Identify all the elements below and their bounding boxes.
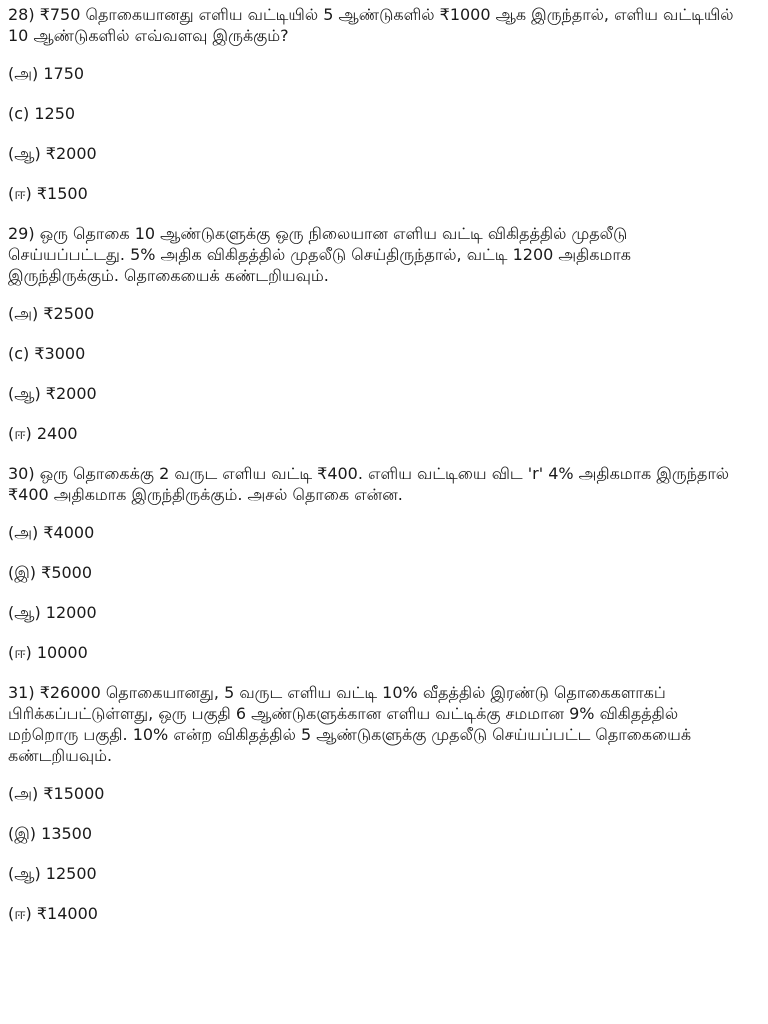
- option-4: (ஈ) 10000: [8, 643, 88, 662]
- question-text: 31) ₹26000 தொகையானது, 5 வருட எளிய வட்டி 10% வீதத்தில் இரண்டு தொகைகளாகப் பிரிக்கப்பட்டுள்ளது, ஒரு பகுதி 6 ஆண்டுகளுக்கான எளிய வட்டிக்கு சமமான 9% விகிதத்தில் மற்றொரு பகுதி. 10% என்ற விகிதத்தில் 5 ஆண்டுகளுக்கு முதலீடு செய்யப்பட்ட தொகையைக் கண்டறியவும்.: [8, 683, 692, 765]
- question-text: 29) ஒரு தொகை 10 ஆண்டுகளுக்கு ஒரு நிலையான எளிய வட்டி விகிதத்தில் முதலீடு செய்யப்பட்டது. 5% அதிக விகிதத்தில் முதலீடு செய்திருந்தால், வட்டி 1200 அதிகமாக இருந்திருக்கும். தொகையைக் கண்டறியவும்.: [8, 224, 631, 285]
- option-4: (ஈ) 2400: [8, 424, 78, 443]
- option-3: (ஆ) 12500: [8, 864, 97, 883]
- option-2: (இ) 13500: [8, 824, 93, 843]
- option-4: (ஈ) ₹1500: [8, 184, 88, 203]
- option-1: (அ) 1750: [8, 64, 85, 83]
- option-2: (இ) ₹5000: [8, 563, 93, 582]
- question-30: [8, 463, 746, 664]
- option-3: (ஆ) ₹2000: [8, 384, 97, 403]
- option-3: (ஆ) ₹2000: [8, 144, 97, 163]
- option-2: (c) 1250: [8, 104, 76, 123]
- option-1: (அ) ₹15000: [8, 784, 105, 803]
- option-1: (அ) ₹2500: [8, 304, 95, 323]
- option-3: (ஆ) 12000: [8, 603, 97, 622]
- option-2: (c) ₹3000: [8, 344, 86, 363]
- question-31: [8, 682, 746, 925]
- question-text: 28) ₹750 தொகையானது எளிய வட்டியில் 5 ஆண்டுகளில் ₹1000 ஆக இருந்தால், எளிய வட்டியில் 10 ஆண்டுகளில் எவ்வளவு இருக்கும்?: [8, 5, 734, 45]
- option-4: (ஈ) ₹14000: [8, 904, 98, 923]
- question-28: [8, 4, 746, 205]
- question-29: [8, 223, 746, 445]
- question-text: 30) ஒரு தொகைக்கு 2 வருட எளிய வட்டி ₹400. எளிய வட்டியை விட 'r' 4% அதிகமாக இருந்தால் ₹400 அதிகமாக இருந்திருக்கும். அசல் தொகை என்ன.: [8, 464, 730, 504]
- option-1: (அ) ₹4000: [8, 523, 95, 542]
